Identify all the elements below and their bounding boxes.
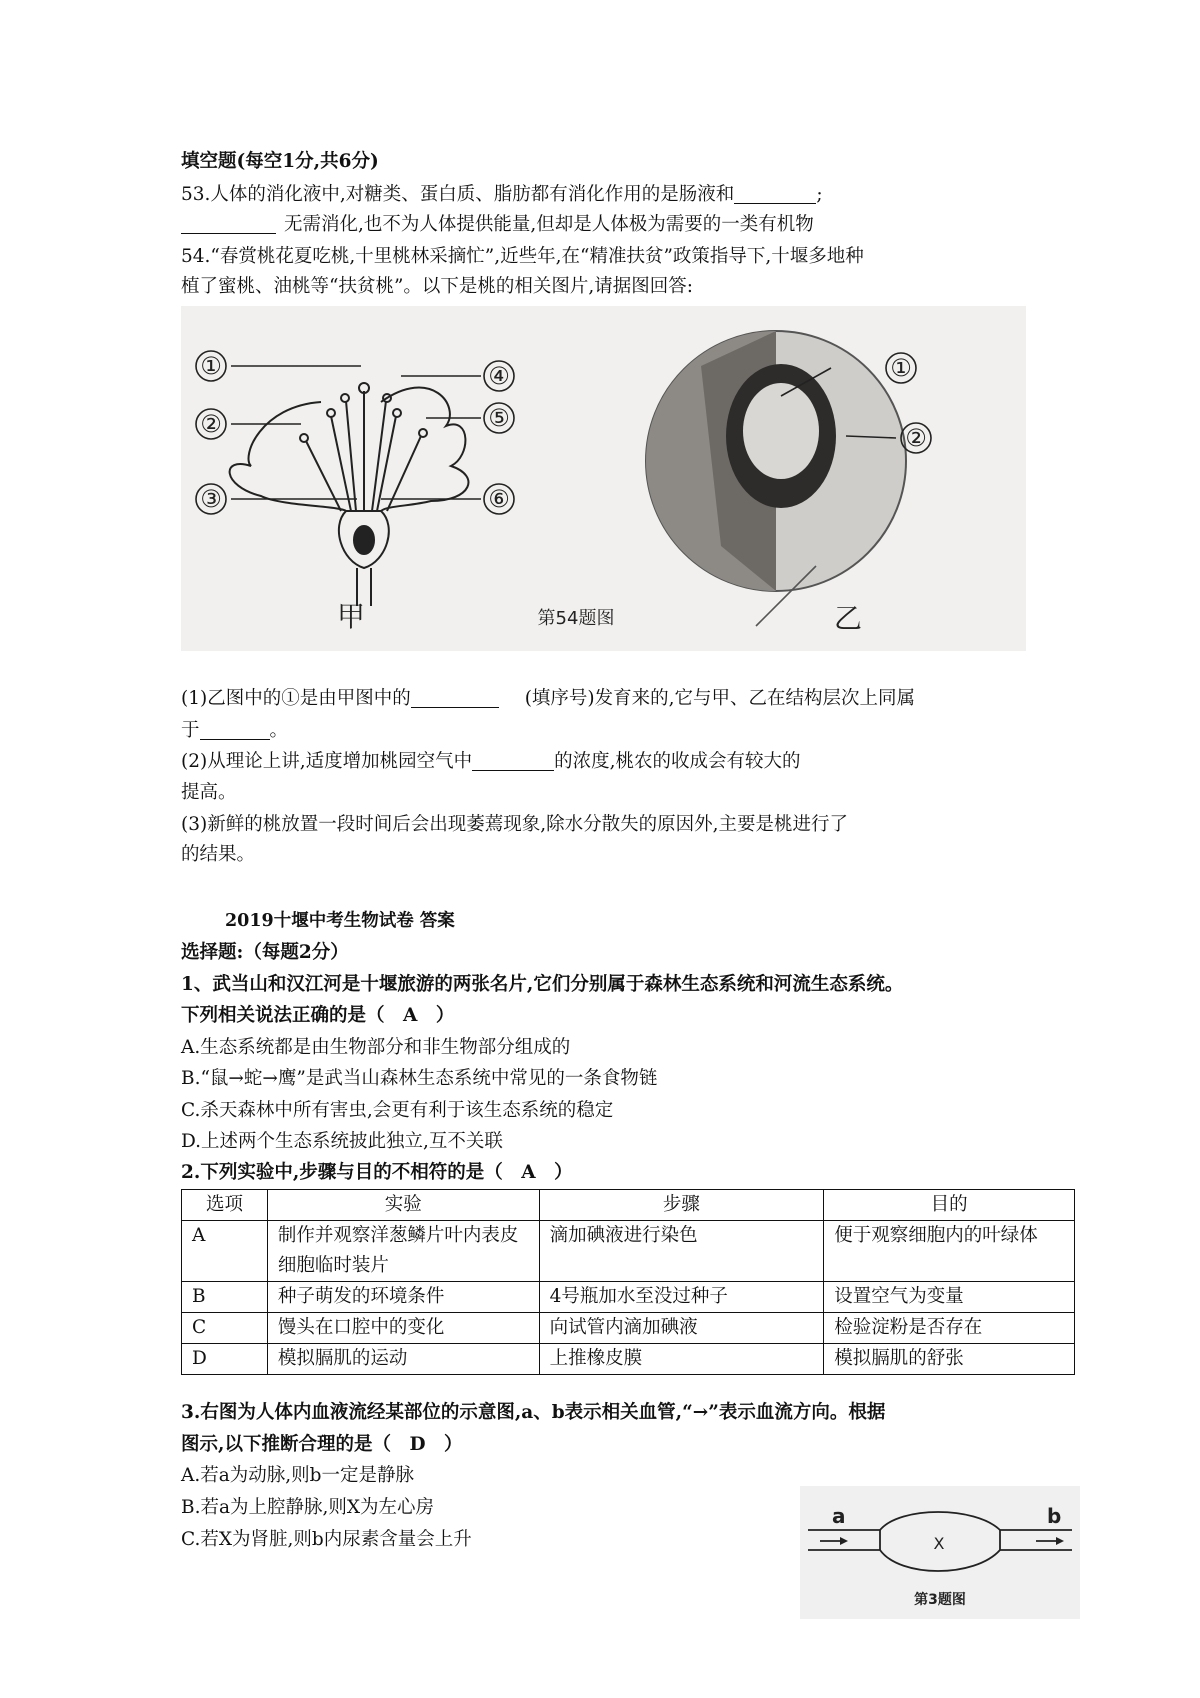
sub1-text-c: 于: [181, 720, 200, 741]
table-cell: 模拟膈肌的舒张: [824, 1344, 1075, 1375]
q53-line2: [181, 210, 814, 240]
q1-option-a: A.生态系统都是由生物部分和非生物部分组成的: [181, 1037, 571, 1058]
q1-line2: 下列相关说法正确的是（ A ）: [181, 1005, 455, 1026]
ovule: [354, 526, 374, 554]
q3-line1: 3.右图为人体内血液流经某部位的示意图,a、b表示相关血管,“→”表示血流方向。根据: [181, 1402, 886, 1423]
arrow-out-icon: [1056, 1537, 1064, 1545]
sub1-line1: [181, 684, 915, 714]
table-row: [182, 1344, 1075, 1375]
table-row: [182, 1313, 1075, 1344]
flower-label-2: ②: [200, 410, 222, 438]
figure-54-caption: 第54题图: [537, 608, 615, 629]
table-cell: 滴加碘液进行染色: [539, 1221, 824, 1282]
q3-option-a: A.若a为动脉,则b一定是静脉: [181, 1465, 414, 1486]
table-cell: D: [182, 1344, 268, 1375]
table-cell: B: [182, 1282, 268, 1313]
q53-line1: [181, 180, 823, 210]
fill-heading: 填空题(每空1分,共6分): [181, 151, 379, 172]
q1-option-b: B.“鼠→蛇→鹰”是武当山森林生态系统中常见的一条食物链: [181, 1068, 658, 1089]
peach-diagram: [646, 331, 906, 626]
fruit-label-1: ①: [890, 354, 912, 382]
label-jia: 甲: [336, 600, 366, 633]
figure-54: [181, 306, 1026, 651]
q3-option-c: C.若X为肾脏,则b内尿素含量会上升: [181, 1529, 472, 1550]
left-petal: [230, 402, 346, 511]
table-cell: C: [182, 1313, 268, 1344]
table-cell: 制作并观察洋葱鳞片叶内表皮细胞临时装片: [267, 1221, 539, 1282]
table-header: 步骤: [539, 1190, 824, 1221]
sub1-text-b: (填序号)发育来的,它与甲、乙在结构层次上同属: [524, 688, 916, 709]
table-cell: 便于观察细胞内的叶绿体: [824, 1221, 1075, 1282]
flower-label-6: ⑥: [488, 485, 510, 513]
sub3-line2: 的结果。: [181, 844, 256, 865]
sub1-line2: [181, 716, 288, 746]
q53-semicolon: ;: [816, 184, 823, 205]
table-row: [182, 1221, 1075, 1282]
q1-option-d: D.上述两个生态系统披此独立,互不关联: [181, 1131, 503, 1152]
sub1-blank2[interactable]: [200, 719, 270, 740]
figure-3-caption: 第3题图: [914, 1592, 966, 1608]
sub2-text-a: (2)从理论上讲,适度增加桃园空气中: [181, 751, 473, 772]
table-header: 目的: [824, 1190, 1075, 1221]
table-cell: A: [182, 1221, 268, 1282]
table-cell: 种子萌发的环境条件: [267, 1282, 539, 1313]
q2-stem: 2.下列实验中,步骤与目的不相符的是（ A ）: [181, 1162, 573, 1183]
q54-line1: 54.“春赏桃花夏吃桃,十里桃林采摘忙”,近些年,在“精准扶贫”政策指导下,十堰多地种: [181, 246, 864, 267]
q54-line2: 植了蜜桃、油桃等“扶贫桃”。以下是桃的相关图片,请据图回答:: [181, 276, 694, 297]
table-cell: 上推橡皮膜: [539, 1344, 824, 1375]
q53-blank1[interactable]: [734, 183, 816, 204]
choice-heading: 选择题:（每题2分）: [181, 942, 349, 963]
q2-table: [181, 1189, 1075, 1375]
sub2-line2: 提高。: [181, 782, 237, 803]
q53-blank2[interactable]: [181, 213, 276, 234]
flower-label-1: ①: [200, 352, 222, 380]
fruit-label-2: ②: [905, 424, 927, 452]
table-cell: 馒头在口腔中的变化: [267, 1313, 539, 1344]
sub2-line1: [181, 747, 800, 777]
table-cell: 检验淀粉是否存在: [824, 1313, 1075, 1344]
table-header: 选项: [182, 1190, 268, 1221]
answers-title: 2019十堰中考生物试卷 答案: [225, 911, 455, 931]
table-cell: 4号瓶加水至没过种子: [539, 1282, 824, 1313]
arrow-in-icon: [840, 1537, 848, 1545]
label-yi: 乙: [833, 602, 863, 635]
table-header-row: [182, 1190, 1075, 1221]
sub2-text-b: 的浓度,桃农的收成会有较大的: [554, 751, 801, 772]
table-row: [182, 1282, 1075, 1313]
sub1-text-a: (1)乙图中的①是由甲图中的: [181, 688, 411, 709]
sub2-blank[interactable]: [472, 750, 554, 771]
flower-label-5: ⑤: [488, 404, 510, 432]
table-cell: 设置空气为变量: [824, 1282, 1075, 1313]
sub3-line1: (3)新鲜的桃放置一段时间后会出现萎蔫现象,除水分散失的原因外,主要是桃进行了: [181, 814, 848, 835]
label-x: X: [933, 1534, 945, 1553]
flower-label-4: ④: [488, 362, 510, 390]
sub1-text-d: 。: [269, 720, 289, 741]
q53-text1: 53.人体的消化液中,对糖类、蛋白质、脂肪都有消化作用的是肠液和: [181, 184, 735, 205]
table-cell: 模拟膈肌的运动: [267, 1344, 539, 1375]
q3-option-b: B.若a为上腔静脉,则X为左心房: [181, 1497, 435, 1518]
label-b: b: [1047, 1504, 1062, 1528]
table-header: 实验: [267, 1190, 539, 1221]
flower-diagram: [230, 366, 481, 606]
q1-option-c: C.杀天森林中所有害虫,会更有利于该生态系统的稳定: [181, 1100, 614, 1121]
q1-line1: 1、武当山和汉江河是十堰旅游的两张名片,它们分别属于森林生态系统和河流生态系统。: [181, 974, 904, 995]
flower-label-3: ③: [200, 485, 222, 513]
sub1-blank1[interactable]: [411, 687, 499, 708]
q53-text2: 无需消化,也不为人体提供能量,但却是人体极为需要的一类有机物: [284, 214, 814, 235]
right-petal: [381, 388, 468, 511]
leader-lines: [231, 366, 481, 499]
table-cell: 向试管内滴加碘液: [539, 1313, 824, 1344]
figure-3: [800, 1486, 1080, 1619]
label-a: a: [832, 1504, 846, 1528]
q3-line2: 图示,以下推断合理的是（ D ）: [181, 1434, 463, 1455]
